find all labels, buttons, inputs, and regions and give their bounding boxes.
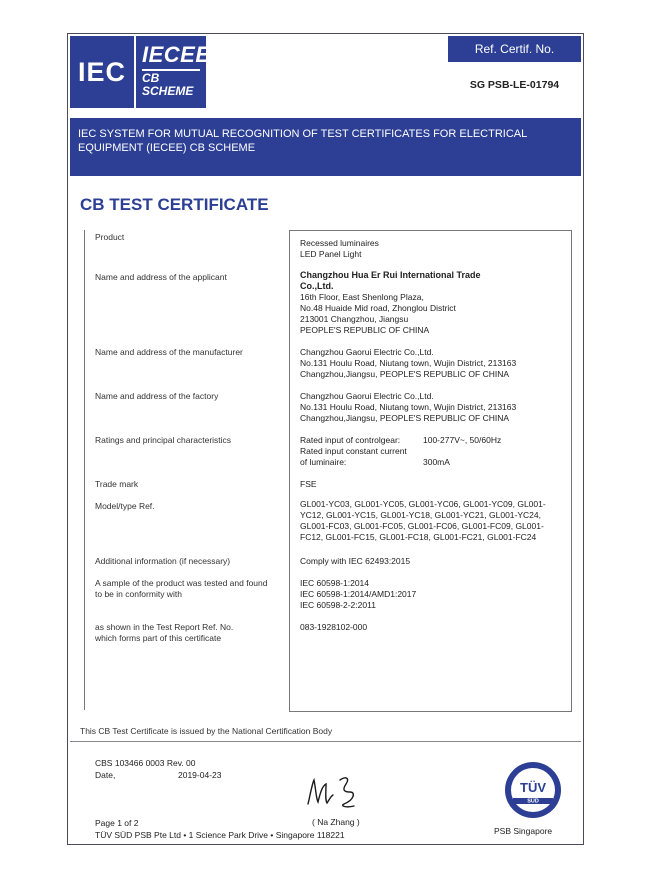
- header: [70, 36, 581, 108]
- trademark-value: FSE: [300, 479, 317, 489]
- product-label: Product: [95, 232, 125, 242]
- sample-label: A sample of the product was tested and found to be in conformity with: [95, 578, 268, 599]
- applicant-value: Changzhou Hua Er Rui International Trade Co.,Ltd. 16th Floor, East Shenlong Plaza, No.48 Huaide Mid road, Zhonglou District 213001 Changzhou, Jiangsu PEOPLE'S REPUBLIC OF CHINA: [300, 270, 481, 335]
- tuv-sud-logo-icon: [503, 760, 563, 820]
- additional-label: Additional information (if necessary): [95, 556, 231, 566]
- model-label: Model/type Ref.: [95, 501, 155, 511]
- sample-value: IEC 60598-1:2014 IEC 60598-1:2014/AMD1:2017 IEC 60598-2-2:2011: [300, 578, 417, 610]
- iecee-cb-scheme-logo: [136, 36, 211, 108]
- report-label: as shown in the Test Report Ref. No. which forms part of this certificate: [95, 622, 234, 643]
- issuer-address: TÜV SÜD PSB Pte Ltd • 1 Science Park Drive • Singapore 118221: [95, 830, 345, 840]
- manufacturer-label: Name and address of the manufacturer: [95, 347, 243, 357]
- cbs-reference: CBS 103466 0003 Rev. 00: [95, 758, 196, 768]
- issued-by-text: This CB Test Certificate is issued by the National Certification Body: [80, 726, 333, 736]
- date-label: Date,: [95, 770, 116, 780]
- ratings-line-2-value: 300mA: [423, 457, 450, 467]
- factory-label: Name and address of the factory: [95, 391, 219, 401]
- page-title: CB TEST CERTIFICATE: [80, 195, 269, 214]
- psb-singapore-label: PSB Singapore: [494, 826, 553, 836]
- factory-value: Changzhou Gaorui Electric Co.,Ltd. No.131 Houlu Road, Niutang town, Wujin District, 213163 Changzhou,Jiangsu, PEOPLE'S REPUBLIC OF CHINA: [300, 391, 517, 423]
- trademark-label: Trade mark: [95, 479, 139, 489]
- signature: [300, 770, 370, 810]
- cb-logo-text: CB: [142, 71, 160, 85]
- footer-divider: [70, 741, 581, 742]
- scheme-logo-text: SCHEME: [142, 84, 194, 98]
- tuv-mark: TÜV: [520, 780, 546, 795]
- page-number: Page 1 of 2: [95, 818, 139, 828]
- applicant-label: Name and address of the applicant: [95, 272, 227, 282]
- manufacturer-value: Changzhou Gaorui Electric Co.,Ltd. No.131 Houlu Road, Niutang town, Wujin District, 213163 Changzhou,Jiangsu, PEOPLE'S REPUBLIC OF CHINA: [300, 347, 517, 379]
- ratings-label: Ratings and principal characteristics: [95, 435, 232, 445]
- report-value: 083-1928102-000: [300, 622, 368, 632]
- ref-certificate-box: [448, 36, 581, 108]
- ratings-line-1-label: Rated input of controlgear:: [300, 435, 401, 445]
- tuv-sub: SÜD: [527, 798, 539, 805]
- ratings-line-1-value: 100-277V~, 50/60Hz: [423, 435, 502, 445]
- additional-value: Comply with IEC 62493:2015: [300, 556, 411, 566]
- date-value: 2019-04-23: [178, 770, 222, 780]
- model-value: GL001-YC03, GL001-YC05, GL001-YC06, GL001-YC09, GL001- YC12, GL001-YC15, GL001-YC18, GL001-YC21, GL001-YC24, GL001-FC03, GL001-FC05, GL001-FC06, GL001-FC09, GL001- FC12, GL001-FC15, GL001-FC18, GL001-FC21, GL001-FC24: [300, 499, 546, 542]
- iecee-logo-text: IECEE: [142, 42, 211, 67]
- signer-name: ( Na Zhang ): [312, 817, 360, 827]
- ref-label: Ref. Certif. No.: [448, 36, 581, 62]
- ratings-line-2-label: Rated input constant current of luminaire:: [300, 446, 407, 467]
- iec-logo: IEC: [70, 36, 134, 108]
- scheme-banner: IEC SYSTEM FOR MUTUAL RECOGNITION OF TEST CERTIFICATES FOR ELECTRICAL EQUIPMENT (IECEE) CB SCHEME: [70, 118, 581, 176]
- ref-number: SG PSB-LE-01794: [469, 79, 560, 91]
- product-value: Recessed luminaires LED Panel Light: [300, 238, 379, 259]
